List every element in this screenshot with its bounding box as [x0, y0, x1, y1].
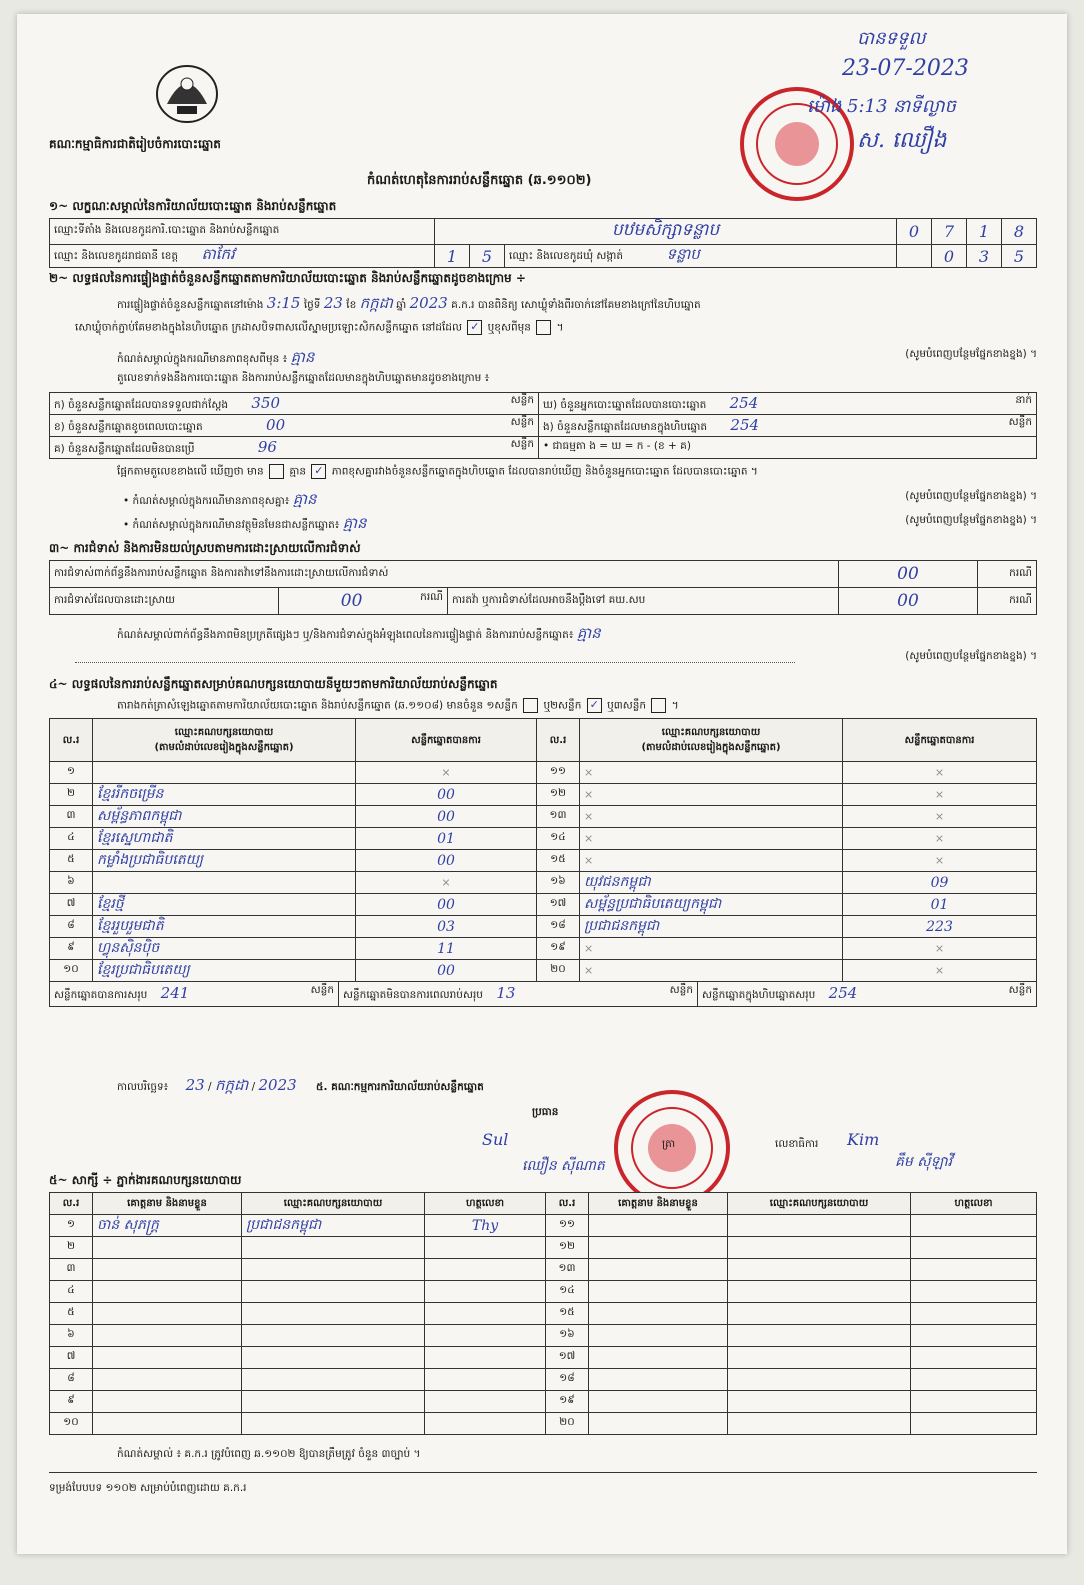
witness-party: ប្រជាជនកម្ពុជា [242, 1215, 425, 1237]
total-valid-value: 241 [160, 984, 190, 1002]
witness-name [93, 1303, 242, 1325]
secretary-label: លេខាធិការ [775, 1138, 819, 1150]
result-votes: × [356, 872, 537, 894]
form-page [17, 14, 1067, 1554]
witness-name [93, 1259, 242, 1281]
tally-2-checkbox[interactable]: ✓ [587, 698, 602, 713]
results-row [50, 784, 1037, 806]
witness-sign [425, 1369, 546, 1391]
results-body [50, 762, 1037, 982]
verify-day: 23 [323, 294, 343, 312]
result-no: ១០ [50, 960, 93, 982]
secretary-name: គឹម ស៊ីឡាវី [895, 1154, 953, 1170]
commune-code-blank [897, 245, 932, 268]
witness-sign [911, 1303, 1037, 1325]
witness-no: ៩ [50, 1391, 93, 1413]
signing-date: កាលបរិច្ឆេទ៖ 23 / កក្កដា / 2023 ៥. គណៈកម្មការការិយាល័យរាប់សន្លឹកឆ្នោត [117, 1076, 484, 1094]
witness-col-party: ឈ្មោះគណបក្សនយោបាយ [242, 1193, 425, 1215]
witness-name [589, 1391, 728, 1413]
witness-sign [911, 1215, 1037, 1237]
witness-name [589, 1303, 728, 1325]
count-row-e: ង) ចំនួនសន្លឹកឆ្នោតដែលមានក្នុងហិបឆ្នោត 254 សន្លឹក [539, 415, 1037, 437]
count-row-d: ឃ) ចំនួនអ្នកបោះឆ្នោតដែលបានបោះឆ្នោត 254 នាក់ [539, 393, 1037, 415]
verify-text-e: គ.ក.រ បានពិនិត្យ សោឃ្លុំទាំងពីរចាក់នៅគែមខាងក្រៅនៃហិបឆ្នោត [451, 299, 701, 311]
province-label: ឈ្មោះ និងលេខកូដរាជធានី ខេត្ត [54, 250, 179, 262]
intact-alt-label: ឬខុសពីមុន [487, 321, 531, 334]
witness-no: ១៣ [546, 1259, 589, 1281]
counts-table [49, 392, 1037, 459]
bullet-2: • កំណត់សម្គាល់ក្នុងករណីមានវត្ថុមិនមែនជាសន្លឹកឆ្នោត៖ គ្មាន (សូមបំពេញបន្ថែមផ្នែកខាងខ្នង) ។ [123, 514, 1037, 532]
witness-party [242, 1413, 425, 1435]
results-col-party-2: ឈ្មោះគណបក្សនយោបាយ (តាមលំដាប់លេខរៀងក្នុងសន្លឹកឆ្នោត) [580, 719, 843, 762]
witness-party [728, 1237, 911, 1259]
total-invalid: សន្លឹកឆ្នោតមិនបានការពេលរាប់សរុប 13 សន្លឹក [339, 982, 698, 1006]
witness-col-sign-2: ហត្ថលេខា [911, 1193, 1037, 1215]
verify-text-2: សោឃ្លុំចាក់ភ្ជាប់គែមខាងក្នុងនៃហិបឆ្នោត ក្រដាសបិទពាសលើស្នាមប្រឡោះសិកសន្លឹកឆ្នោត នៅដដែល [75, 321, 462, 334]
witness-name [589, 1281, 728, 1303]
result-no: ១៤ [537, 828, 580, 850]
witness-row [50, 1391, 1037, 1413]
witness-no: ៣ [50, 1259, 93, 1281]
result-party: ខ្មែររីកចម្រើន [93, 784, 356, 806]
witness-col-party-2: ឈ្មោះគណបក្សនយោបាយ [728, 1193, 911, 1215]
witness-row [50, 1237, 1037, 1259]
witness-name [93, 1237, 242, 1259]
signing-day: 23 [185, 1076, 205, 1094]
total-box-value: 254 [828, 984, 858, 1002]
witness-name: ចាន់ សុភក្ត្រ [93, 1215, 242, 1237]
result-party: × [580, 960, 843, 982]
witness-table [49, 1192, 1037, 1435]
result-party: សម្ព័ន្ធប្រជាធិបតេយ្យកម្ពុជា [580, 894, 843, 916]
witness-sign [425, 1259, 546, 1281]
section-2-title: ២~ លទ្ធផលនៃការផ្ទៀងផ្ទាត់ចំនួនសន្លឹកឆ្នោតតាមការិយាល័យបោះឆ្នោត និងរាប់សន្លឹកឆ្នោតដូចខាងក្រោម ÷ [49, 271, 526, 285]
witness-name [93, 1281, 242, 1303]
count-row-c: គ) ចំនួនសន្លឹកឆ្នោតដែលមិនបានប្រើ 96 សន្លឹក [50, 437, 539, 459]
footer-note: កំណត់សម្គាល់ ៖ គ.ក.រ ត្រូវបំពេញ ឆ.១១០២ ឱ្យបានត្រឹមត្រូវ ចំនួន ៣ច្បាប់ ។ [117, 1448, 421, 1460]
chair-signature: Sul [482, 1130, 509, 1149]
station-code-4: 8 [1002, 219, 1037, 245]
witness-sign [911, 1391, 1037, 1413]
seal-label: ត្រា [662, 1138, 676, 1150]
witness-name [93, 1347, 242, 1369]
results-row [50, 916, 1037, 938]
result-votes: × [843, 850, 1037, 872]
witness-party [242, 1237, 425, 1259]
result-no: ១២ [537, 784, 580, 806]
result-no: ១៣ [537, 806, 580, 828]
witness-sign [911, 1281, 1037, 1303]
witness-row [50, 1281, 1037, 1303]
result-party [93, 762, 356, 784]
commune-cell [505, 245, 897, 268]
result-votes: 00 [356, 806, 537, 828]
witness-party [242, 1303, 425, 1325]
party-results-table [49, 718, 1037, 1007]
result-party: × [580, 784, 843, 806]
verify-text-a: ការផ្ទៀងផ្ទាត់ចំនួនសន្លឹកឆ្នោតនៅម៉ោង [117, 299, 264, 311]
changed-checkbox[interactable] [536, 320, 551, 335]
witness-no: ១០ [50, 1413, 93, 1435]
footer-divider [49, 1472, 1037, 1473]
result-no: ៤ [50, 828, 93, 850]
bullet-1-value: គ្មាន [292, 490, 317, 508]
section-1-title: ១~ លក្ខណៈសម្គាល់នៃការិយាល័យបោះឆ្នោត និងរាប់សន្លឹកឆ្នោត [49, 199, 337, 213]
witness-sign [425, 1325, 546, 1347]
result-votes: 00 [356, 784, 537, 806]
count-row-b: ខ) ចំនួនសន្លឹកឆ្នោតខូចពេលបោះឆ្នោត 00 សន្លឹក [50, 415, 539, 437]
results-col-party: ឈ្មោះគណបក្សនយោបាយ (តាមលំដាប់លេខរៀងក្នុងសន្លឹកឆ្នោត) [93, 719, 356, 762]
result-party: ខ្មែររួបរួមជាតិ [93, 916, 356, 938]
station-label: ឈ្មោះទីតាំង និងលេខកូដការិ.បោះឆ្នោត និងរាប់សន្លឹកឆ្នោត [50, 219, 435, 245]
count-a-value: 350 [251, 393, 281, 412]
count-e-value: 254 [730, 415, 760, 434]
result-party: ខ្មែរស្នេហាជាតិ [93, 828, 356, 850]
witness-row [50, 1325, 1037, 1347]
witness-sign [425, 1413, 546, 1435]
verify-text-b: ថ្ងៃទី [303, 299, 321, 311]
result-no: ៧ [50, 894, 93, 916]
results-row [50, 762, 1037, 784]
has-difference-checkbox[interactable] [269, 464, 284, 479]
section-5-title: ៥~ សាក្សី ÷ ភ្នាក់ងារគណបក្សនយោបាយ [49, 1173, 242, 1187]
count-c-value: 96 [257, 437, 277, 456]
result-no: ៨ [50, 916, 93, 938]
result-votes: × [843, 762, 1037, 784]
difference-line: ផ្អែកតាមតួលេខខាងលើ ឃើញថា មាន គ្មាន ✓ ភាពខុសគ្នារវាងចំនួនសន្លឹកឆ្នោតក្នុងហិបឆ្នោត ដែលបានរាប់ឃើញ និងចំនួនអ្នកបោះឆ្នោត ដែលបានបោះឆ្នោត ។ [117, 464, 758, 478]
witness-party [242, 1259, 425, 1281]
objection-row-1-value: 00 [839, 561, 978, 588]
witness-no: ៥ [50, 1303, 93, 1325]
result-no: ១៧ [537, 894, 580, 916]
result-party: សម្ព័ន្ធភាពកម្ពុជា [93, 806, 356, 828]
results-row [50, 850, 1037, 872]
station-code-2: 7 [932, 219, 967, 245]
witness-name [93, 1325, 242, 1347]
objection-row-1-label: ការជំទាស់ពាក់ព័ន្ធនឹងការរាប់សន្លឹកឆ្នោត និងការតវ៉ាទៅនឹងការដោះស្រាយលើការជំទាស់ [50, 561, 839, 588]
section-4-title: ៤~ លទ្ធផលនៃការរាប់សន្លឹកឆ្នោតសម្រាប់គណបក្សនយោបាយនីមួយៗតាមការិយាល័យរាប់សន្លឹកឆ្នោត [49, 677, 498, 691]
result-votes: 03 [356, 916, 537, 938]
results-row [50, 894, 1037, 916]
witness-row [50, 1303, 1037, 1325]
result-party: × [580, 806, 843, 828]
objection-row-2-label: ការជំទាស់ដែលបានដោះស្រាយ [50, 588, 279, 615]
result-party: ខ្មែរថ្មី [93, 894, 356, 916]
result-no: ៦ [50, 872, 93, 894]
witness-no: ២ [50, 1237, 93, 1259]
station-code-3: 1 [967, 219, 1002, 245]
irregularity-note: កំណត់សម្គាល់ពាក់ព័ន្ធនឹងភាពមិនប្រក្រតីផ្សេងៗ ឬ/និងការជំទាស់ក្នុងអំឡុងពេលនៃការផ្ទៀងផ្ទាត់ និងការរាប់សន្លឹកឆ្នោត៖ គ្មាន [117, 624, 601, 642]
witness-no: ១៥ [546, 1303, 589, 1325]
change-note-value: គ្មាន [290, 348, 315, 366]
results-row [50, 806, 1037, 828]
province-code-1: 1 [435, 245, 470, 268]
count-b-value: 00 [266, 415, 286, 434]
result-votes: 00 [356, 894, 537, 916]
witness-name [589, 1237, 728, 1259]
change-note-hint: (សូមបំពេញបន្ថែមផ្នែកខាងខ្នង) ។ [905, 348, 1037, 360]
witness-no: ១១ [546, 1215, 589, 1237]
results-row [50, 872, 1037, 894]
result-votes: 01 [356, 828, 537, 850]
tally-1-checkbox[interactable] [523, 698, 538, 713]
witness-col-no: ល.រ [50, 1193, 93, 1215]
results-col-votes: សន្លឹកឆ្នោតបានការ [356, 719, 537, 762]
verify-month: កក្កដា [359, 294, 393, 312]
witness-name [589, 1347, 728, 1369]
result-votes: 00 [356, 960, 537, 982]
witness-name [589, 1215, 728, 1237]
results-row [50, 960, 1037, 982]
bullet-1: • កំណត់សម្គាល់ក្នុងករណីមានភាពខុសគ្នា៖ គ្មាន (សូមបំពេញបន្ថែមផ្នែកខាងខ្នង) ។ [123, 490, 1037, 508]
witness-row [50, 1413, 1037, 1435]
tally-3-checkbox[interactable] [651, 698, 666, 713]
result-no: ៥ [50, 850, 93, 872]
witness-name [589, 1325, 728, 1347]
commune-code-1: 0 [932, 245, 967, 268]
witness-sign [911, 1325, 1037, 1347]
count-d-value: 254 [729, 393, 759, 412]
witness-sign [425, 1391, 546, 1413]
bullet-2-value: គ្មាន [342, 514, 367, 532]
verify-year: 2023 [409, 294, 448, 312]
no-difference-checkbox[interactable]: ✓ [311, 464, 326, 479]
witness-sign [911, 1259, 1037, 1281]
chair-name: ឈឿន ស៊ីណាត [522, 1158, 605, 1174]
witness-name [93, 1369, 242, 1391]
results-row [50, 828, 1037, 850]
result-party: ហ្វុនស៊ិនប៉ិច [93, 938, 356, 960]
result-no: ១១ [537, 762, 580, 784]
received-time: ម៉ោង 5:13 នាទីល្ងាច [807, 96, 956, 117]
result-party: កម្លាំងប្រជាធិបតេយ្យ [93, 850, 356, 872]
witness-party [728, 1391, 911, 1413]
witness-party [728, 1369, 911, 1391]
witness-party [728, 1215, 911, 1237]
witness-party [242, 1281, 425, 1303]
witness-party [242, 1369, 425, 1391]
irregularity-note-value: គ្មាន [576, 624, 601, 642]
total-invalid-value: 13 [496, 984, 516, 1002]
witness-sign: Thy [425, 1215, 546, 1237]
witness-sign [425, 1281, 546, 1303]
irregularity-hint-line: (សូមបំពេញបន្ថែមផ្នែកខាងខ្នង) ។ [75, 650, 1037, 666]
witness-no: ១៩ [546, 1391, 589, 1413]
result-votes: × [843, 828, 1037, 850]
form-title: កំណត់ហេតុនៃការរាប់សន្លឹកឆ្នោត (ឆ.១១០២) [367, 173, 592, 188]
result-votes: × [356, 762, 537, 784]
witness-party [728, 1303, 911, 1325]
witness-no: ៧ [50, 1347, 93, 1369]
result-party [93, 872, 356, 894]
result-votes: × [843, 938, 1037, 960]
result-votes: 00 [356, 850, 537, 872]
result-party: × [580, 938, 843, 960]
witness-name [589, 1369, 728, 1391]
chair-label: ប្រធាន [532, 1106, 559, 1118]
verify-text-c: ខែ [346, 299, 357, 311]
witness-party [728, 1413, 911, 1435]
committee-name: គណៈកម្មាធិការជាតិរៀបចំការបោះឆ្នោត [49, 137, 221, 151]
tally-sheet-line: តារាងកត់ត្រាសំឡេងឆ្នោតតាមការិយាល័យបោះឆ្នោត និងរាប់សន្លឹកឆ្នោត (ឆ.១១០៨) មានចំនួន ១សន្លឹក ឬ២សន្លឹក ✓ ឬ៣សន្លឹក ។ [117, 698, 679, 712]
witness-no: ៤ [50, 1281, 93, 1303]
secretary-signature: Kim [847, 1130, 880, 1149]
change-note-line [117, 348, 1037, 370]
result-no: ២០ [537, 960, 580, 982]
witness-no: ១២ [546, 1237, 589, 1259]
verify-text-d: ឆ្នាំ [396, 299, 407, 311]
section-3-title: ៣~ ការជំទាស់ និងការមិនយល់ស្របតាមការដោះស្រាយលើការជំទាស់ [49, 541, 361, 555]
commune-code-3: 5 [1002, 245, 1037, 268]
witness-no: ២០ [546, 1413, 589, 1435]
results-col-no: ល.រ [50, 719, 93, 762]
objection-row-2b-unit: ករណី [978, 588, 1037, 615]
station-name: បឋមសិក្សាទន្លាប [435, 219, 897, 245]
result-party: × [580, 828, 843, 850]
result-party: យុវជនកម្ពុជា [580, 872, 843, 894]
result-party: × [580, 762, 843, 784]
received-label: បានទទួល [857, 28, 926, 49]
witness-col-name: គោត្តនាម និងនាមខ្លួន [93, 1193, 242, 1215]
form-footer: ទម្រង់បែបបទ ១១០២ សម្រាប់បំពេញដោយ គ.ក.រ [49, 1482, 247, 1494]
committee-label: ៥. គណៈកម្មការការិយាល័យរាប់សន្លឹកឆ្នោត [316, 1081, 484, 1093]
witness-row [50, 1369, 1037, 1391]
commune-label: ឈ្មោះ និងលេខកូដឃុំ សង្កាត់ [509, 250, 624, 262]
result-votes: 11 [356, 938, 537, 960]
result-votes: × [843, 960, 1037, 982]
results-col-no-2: ល.រ [537, 719, 580, 762]
witness-sign [425, 1237, 546, 1259]
witness-row [50, 1259, 1037, 1281]
objection-row-2-value: 00 ករណី [279, 588, 448, 615]
total-valid: សន្លឹកឆ្នោតបានការសរុប 241 សន្លឹក [50, 982, 339, 1006]
province-code-2: 5 [470, 245, 505, 268]
province-name: តាកែវ [201, 245, 235, 263]
station-code-1: 0 [897, 219, 932, 245]
nec-emblem-icon [147, 54, 227, 128]
results-row [50, 938, 1037, 960]
witness-party [728, 1281, 911, 1303]
verify-line-1 [117, 294, 1037, 316]
count-row-a: ក) ចំនួនសន្លឹកឆ្នោតដែលបានទទួលជាក់ស្តែង 350 សន្លឹក [50, 393, 539, 415]
result-no: ៩ [50, 938, 93, 960]
witness-no: ១៦ [546, 1325, 589, 1347]
witness-sign [911, 1369, 1037, 1391]
verify-time: 3:15 [266, 294, 301, 312]
witness-party [242, 1347, 425, 1369]
change-note-label: កំណត់សម្គាល់ក្នុងករណីមានភាពខុសពីមុន ៖ [117, 353, 288, 365]
result-votes: 09 [843, 872, 1037, 894]
witness-name [589, 1259, 728, 1281]
result-votes: × [843, 784, 1037, 806]
result-votes: × [843, 806, 1037, 828]
result-no: ៣ [50, 806, 93, 828]
commune-code-2: 3 [967, 245, 1002, 268]
result-no: ១៥ [537, 850, 580, 872]
total-in-box: សន្លឹកឆ្នោតក្នុងហិបឆ្នោតសរុប 254 សន្លឹក [702, 984, 1032, 1002]
received-date: 23-07-2023 [842, 56, 969, 81]
result-no: ១ [50, 762, 93, 784]
witness-sign [425, 1303, 546, 1325]
result-votes: 223 [843, 916, 1037, 938]
results-col-votes-2: សន្លឹកឆ្នោតបានការ [843, 719, 1037, 762]
witness-no: ១៧ [546, 1347, 589, 1369]
witness-party [242, 1325, 425, 1347]
witness-party [728, 1259, 911, 1281]
result-no: ២ [50, 784, 93, 806]
witness-no: ១៨ [546, 1369, 589, 1391]
witness-name [589, 1413, 728, 1435]
witness-sign [911, 1237, 1037, 1259]
witness-sign [425, 1347, 546, 1369]
witness-party [728, 1325, 911, 1347]
witness-name [93, 1413, 242, 1435]
witness-no: ១៤ [546, 1281, 589, 1303]
counts-intro: តួលេខទាក់ទងនឹងការបោះឆ្នោត និងការរាប់សន្លឹកឆ្នោតដែលមានក្នុងហិបឆ្នោតមានដូចខាងក្រោម ៖ [117, 372, 490, 384]
witness-col-sign: ហត្ថលេខា [425, 1193, 546, 1215]
witness-row [50, 1347, 1037, 1369]
witness-sign [911, 1347, 1037, 1369]
result-party: ប្រជាជនកម្ពុជា [580, 916, 843, 938]
verify-line-2: សោឃ្លុំចាក់ភ្ជាប់គែមខាងក្នុងនៃហិបឆ្នោត ក្រដាសបិទពាសលើស្នាមប្រឡោះសិកសន្លឹកឆ្នោត នៅដដែល ✓ ឬខុសពីមុន ។ [75, 320, 564, 334]
objection-row-2b-value: 00 [839, 588, 978, 615]
count-formula: • ជាធម្មតា ង = ឃ = ក - (ខ + គ) [539, 437, 1037, 459]
received-signature: ស. ឈឿង [857, 128, 947, 153]
witness-col-name-2: គោត្តនាម និងនាមខ្លួន [589, 1193, 728, 1215]
witness-no: ៨ [50, 1369, 93, 1391]
signing-year: 2023 [258, 1076, 297, 1094]
results-totals [50, 982, 1037, 1007]
result-party: × [580, 850, 843, 872]
station-info-table [49, 218, 1037, 268]
witness-body [50, 1215, 1037, 1435]
commune-name: ទន្លាប [666, 245, 700, 263]
witness-no: ១ [50, 1215, 93, 1237]
objection-row-2b-label: ការតវ៉ា ឬការជំទាស់ដែលអាចនឹងប្តឹងទៅ គឃ.សប [448, 588, 839, 615]
intact-checkbox[interactable]: ✓ [467, 320, 482, 335]
objection-table [49, 560, 1037, 615]
witness-row [50, 1215, 1037, 1237]
objection-row-1-unit: ករណី [978, 561, 1037, 588]
signing-month: កក្កដា [214, 1076, 249, 1094]
result-party: ខ្មែរប្រជាធិបតេយ្យ [93, 960, 356, 982]
witness-col-no-2: ល.រ [546, 1193, 589, 1215]
witness-sign [911, 1413, 1037, 1435]
witness-party [728, 1347, 911, 1369]
province-cell [50, 245, 435, 268]
witness-name [93, 1391, 242, 1413]
result-no: ១៨ [537, 916, 580, 938]
witness-party [242, 1391, 425, 1413]
result-no: ១៦ [537, 872, 580, 894]
result-votes: 01 [843, 894, 1037, 916]
witness-no: ៦ [50, 1325, 93, 1347]
result-no: ១៩ [537, 938, 580, 960]
